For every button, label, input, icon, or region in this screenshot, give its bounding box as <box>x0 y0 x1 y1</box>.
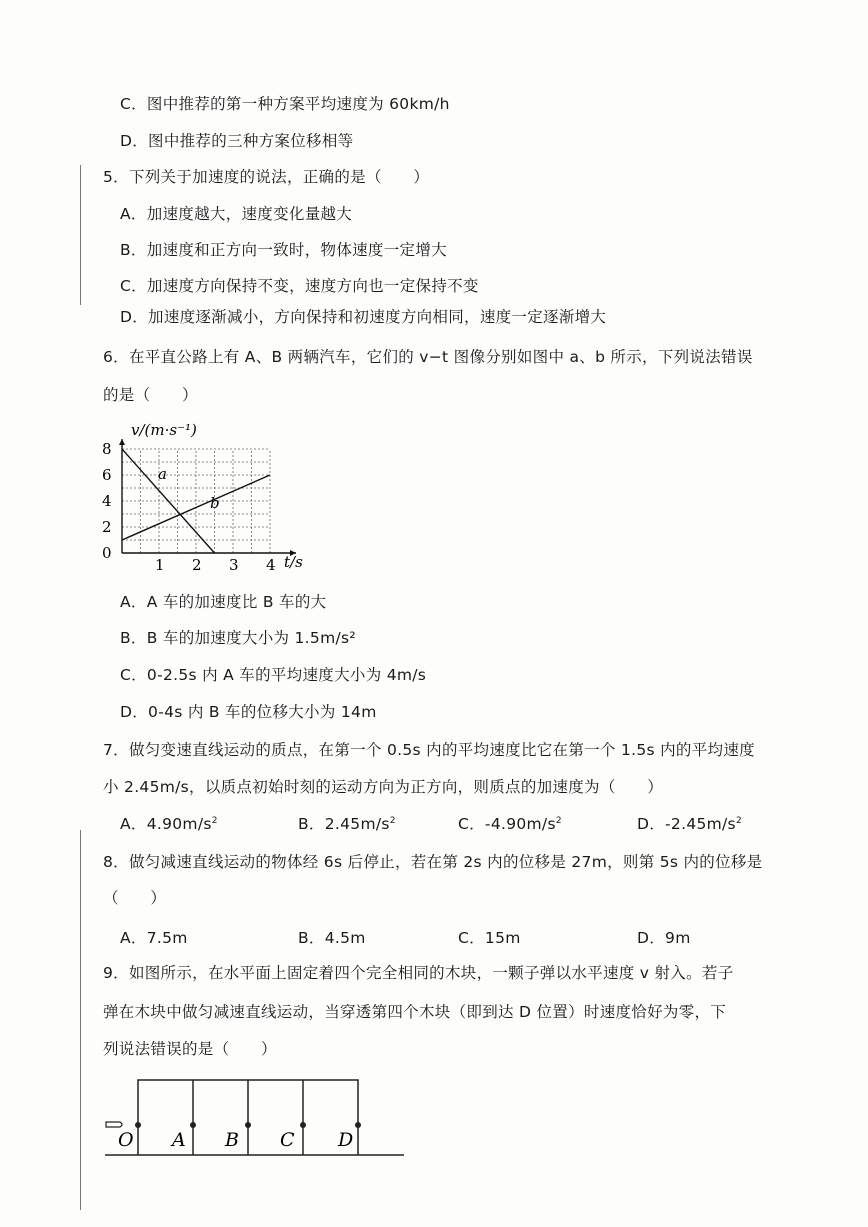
series-a-label: a <box>158 465 167 483</box>
q5-stem: 5．下列关于加速度的说法，正确的是（ ） <box>103 168 430 186</box>
label-b: B <box>225 1129 239 1151</box>
q7-option-a: A．$4.90m/s^2$ <box>120 815 218 833</box>
label-c: C <box>280 1129 295 1151</box>
q6-stem-line1: 6．在平直公路上有 A、B 两辆汽车，它们的 v−t 图像分别如图中 a、b 所示，下列说法错误 <box>103 348 753 366</box>
series-b-label: b <box>210 494 220 512</box>
q7-option-d: D．$-2.45m/s^2$ <box>637 815 742 833</box>
q6-stem-line2: 的是（ ） <box>103 386 198 404</box>
q4-option-d: D．图中推荐的三种方案位移相等 <box>120 132 354 150</box>
q4-option-c: C．图中推荐的第一种方案平均速度为 60km/h <box>120 95 450 113</box>
q8-option-d: D．9m <box>637 929 691 947</box>
y-tick-label: 0 <box>102 544 112 562</box>
point-d <box>355 1122 361 1128</box>
q7-stem-line1: 7．做匀变速直线运动的质点，在第一个 0.5s 内的平均速度比它在第一个 1.5s 内的平均速度 <box>103 741 755 759</box>
point-a <box>190 1122 196 1128</box>
q9-stem-line1: 9．如图所示，在水平面上固定着四个完全相同的木块，一颗子弹以水平速度 v 射入。若子 <box>103 964 734 982</box>
label-d: D <box>338 1129 354 1151</box>
margin-line-top <box>80 165 81 305</box>
q7-options <box>0 812 868 834</box>
q5-option-a: A．加速度越大，速度变化量越大 <box>120 205 353 223</box>
q5-option-c: C．加速度方向保持不变，速度方向也一定保持不变 <box>120 277 479 295</box>
q6-option-b: B．B 车的加速度大小为 1.5m/s² <box>120 629 356 647</box>
q8-options <box>0 926 868 948</box>
chart-ticks <box>102 440 276 574</box>
y-tick-label: 2 <box>102 518 112 536</box>
x-tick-label: 1 <box>155 556 165 574</box>
q8-stem-line2: （ ） <box>103 889 167 907</box>
margin-line-bottom <box>80 830 81 1210</box>
q6-option-a: A．A 车的加速度比 B 车的大 <box>120 593 327 611</box>
chart-grid <box>122 449 270 553</box>
q6-option-c: C．0-2.5s 内 A 车的平均速度大小为 4m/s <box>120 666 427 684</box>
q7-option-b: B．$2.45m/s^2$ <box>298 815 396 833</box>
q7-option-c: C．$-4.90m/s^2$ <box>458 815 562 833</box>
q8-stem-line1: 8．做匀减速直线运动的物体经 6s 后停止，若在第 2s 内的位移是 27m，则第 5s 内的位移是 <box>103 853 763 871</box>
y-tick-label: 6 <box>102 466 112 484</box>
vt-chart <box>100 415 310 575</box>
point-c <box>300 1122 306 1128</box>
q7-stem-line2: 小 2.45m/s，以质点初始时刻的运动方向为正方向，则质点的加速度为（ ） <box>103 778 664 796</box>
chart-ylabel: v/(m·s⁻¹) <box>131 421 197 439</box>
x-tick-label: 4 <box>266 556 276 574</box>
point-b <box>245 1122 251 1128</box>
q8-option-b: B．4.5m <box>298 929 366 947</box>
label-a: A <box>172 1129 186 1151</box>
y-tick-label: 8 <box>102 440 112 458</box>
q8-option-c: C．15m <box>458 929 521 947</box>
q9-stem-line3: 列说法错误的是（ ） <box>103 1040 277 1058</box>
chart-xlabel: t/s <box>284 553 303 571</box>
x-tick-label: 2 <box>192 556 202 574</box>
chart-axes <box>119 439 296 556</box>
q5-option-b: B．加速度和正方向一致时，物体速度一定增大 <box>120 241 447 259</box>
x-tick-label: 3 <box>229 556 239 574</box>
wood-blocks-diagram <box>100 1075 410 1165</box>
q8-option-a: A．7.5m <box>120 929 188 947</box>
q5-option-d: D．加速度逐渐减小，方向保持和初速度方向相同，速度一定逐渐增大 <box>120 308 607 326</box>
bullet-icon <box>106 1122 122 1127</box>
y-axis-arrow <box>119 439 125 445</box>
y-tick-label: 4 <box>102 492 112 510</box>
label-o: O <box>118 1129 134 1151</box>
q9-stem-line2: 弹在木块中做匀减速直线运动，当穿透第四个木块（即到达 D 位置）时速度恰好为零，下 <box>103 1003 727 1021</box>
q6-option-d: D．0-4s 内 B 车的位移大小为 14m <box>120 703 377 721</box>
point-o <box>135 1122 141 1128</box>
